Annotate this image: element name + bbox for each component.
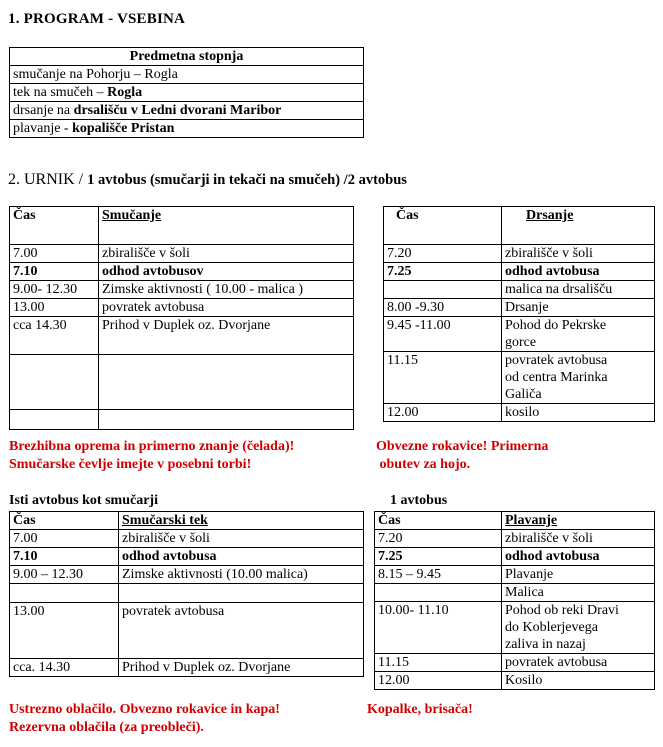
table-cell: 12.00 [375, 672, 502, 690]
program-table [9, 47, 364, 138]
plavanje-note: Kopalke, brisača! [367, 702, 473, 717]
table-cell [99, 410, 354, 430]
drsanje-header-activity: Drsanje [502, 207, 655, 245]
table-cell: zbirališče v šoli [502, 245, 655, 263]
table-cell [119, 584, 364, 603]
table-cell: Plavanje [502, 566, 655, 584]
table-cell: 9.00- 12.30 [10, 281, 99, 299]
table-cell: povratek avtobusa od centra Marinka Galiča [502, 352, 655, 404]
table-cell [10, 355, 99, 410]
plavanje-header-activity: Plavanje [502, 512, 655, 530]
table-cell: Pohod ob reki Dravi do Koblerjevega zaliva in nazaj [502, 602, 655, 654]
table-cell: Prihod v Duplek oz. Dvorjane [119, 659, 364, 677]
smucanje-header-activity: Smučanje [99, 207, 354, 245]
plavanje-label: 1 avtobus [390, 493, 448, 508]
program-row: smučanje na Pohorju – Rogla [10, 66, 364, 84]
section2-title: 2. URNIK / 1 avtobus (smučarji in tekači na smučeh) /2 avtobus [8, 171, 407, 188]
table-cell: povratek avtobusa [119, 603, 364, 659]
drsanje-note: Obvezne rokavice! Primerna obutev za hojo. [376, 439, 549, 472]
table-cell: odhod avtobusov [99, 263, 354, 281]
program-row: plavanje - kopališče Pristan [10, 120, 364, 138]
table-cell: 13.00 [10, 299, 99, 317]
tek-header-activity: Smučarski tek [119, 512, 364, 530]
table-cell [10, 584, 119, 603]
drsanje-table [383, 206, 655, 422]
table-cell: 11.15 [384, 352, 502, 404]
tek-header-time: Čas [10, 512, 119, 530]
table-cell: odhod avtobusa [502, 548, 655, 566]
table-cell: odhod avtobusa [502, 263, 655, 281]
table-cell: cca. 14.30 [10, 659, 119, 677]
table-cell: povratek avtobusa [502, 654, 655, 672]
table-cell: cca 14.30 [10, 317, 99, 355]
table-cell: 8.15 – 9.45 [375, 566, 502, 584]
table-cell: Drsanje [502, 299, 655, 317]
table-cell: 7.25 [384, 263, 502, 281]
table-cell: 7.00 [10, 245, 99, 263]
table-cell: 7.20 [375, 530, 502, 548]
smucanje-note: Brezhibna oprema in primerno znanje (čelada)! Smučarske čevlje imejte v posebni torbi! [9, 439, 295, 472]
program-row: drsanje na drsališču v Ledni dvorani Maribor [10, 102, 364, 120]
table-cell [10, 410, 99, 430]
table-cell: povratek avtobusa [99, 299, 354, 317]
table-cell: Malica [502, 584, 655, 602]
plavanje-header-time: Čas [375, 512, 502, 530]
table-cell [384, 281, 502, 299]
table-cell [99, 355, 354, 410]
table-cell: 11.15 [375, 654, 502, 672]
tek-label: Isti avtobus kot smučarji [9, 493, 158, 508]
table-cell: 8.00 -9.30 [384, 299, 502, 317]
smucanje-header-time: Čas [10, 207, 99, 245]
table-cell: 10.00- 11.10 [375, 602, 502, 654]
program-header: Predmetna stopnja [10, 48, 364, 66]
program-row: tek na smučeh – Rogla [10, 84, 364, 102]
table-cell: zbirališče v šoli [99, 245, 354, 263]
table-cell: malica na drsališču [502, 281, 655, 299]
table-cell: zbirališče v šoli [119, 530, 364, 548]
table-cell: 7.10 [10, 263, 99, 281]
table-cell: Zimske aktivnosti ( 10.00 - malica ) [99, 281, 354, 299]
tek-note: Ustrezno oblačilo. Obvezno rokavice in kapa! Rezervna oblačila (za preobleči). [9, 702, 280, 735]
table-cell: 7.00 [10, 530, 119, 548]
table-cell: 7.10 [10, 548, 119, 566]
table-cell: 7.25 [375, 548, 502, 566]
plavanje-table [374, 511, 655, 690]
table-cell: Kosilo [502, 672, 655, 690]
table-cell: 9.00 – 12.30 [10, 566, 119, 584]
table-cell: 7.20 [384, 245, 502, 263]
table-cell [375, 584, 502, 602]
table-cell: Prihod v Duplek oz. Dvorjane [99, 317, 354, 355]
drsanje-header-time: Čas [384, 207, 502, 245]
table-cell: kosilo [502, 404, 655, 422]
table-cell: zbirališče v šoli [502, 530, 655, 548]
table-cell: odhod avtobusa [119, 548, 364, 566]
table-cell: 13.00 [10, 603, 119, 659]
section1-title: 1. PROGRAM - VSEBINA [8, 11, 186, 27]
smucanje-table [9, 206, 354, 430]
table-cell: 12.00 [384, 404, 502, 422]
tek-table [9, 511, 364, 677]
table-cell: Zimske aktivnosti (10.00 malica) [119, 566, 364, 584]
table-cell: Pohod do Pekrske gorce [502, 317, 655, 352]
table-cell: 9.45 -11.00 [384, 317, 502, 352]
